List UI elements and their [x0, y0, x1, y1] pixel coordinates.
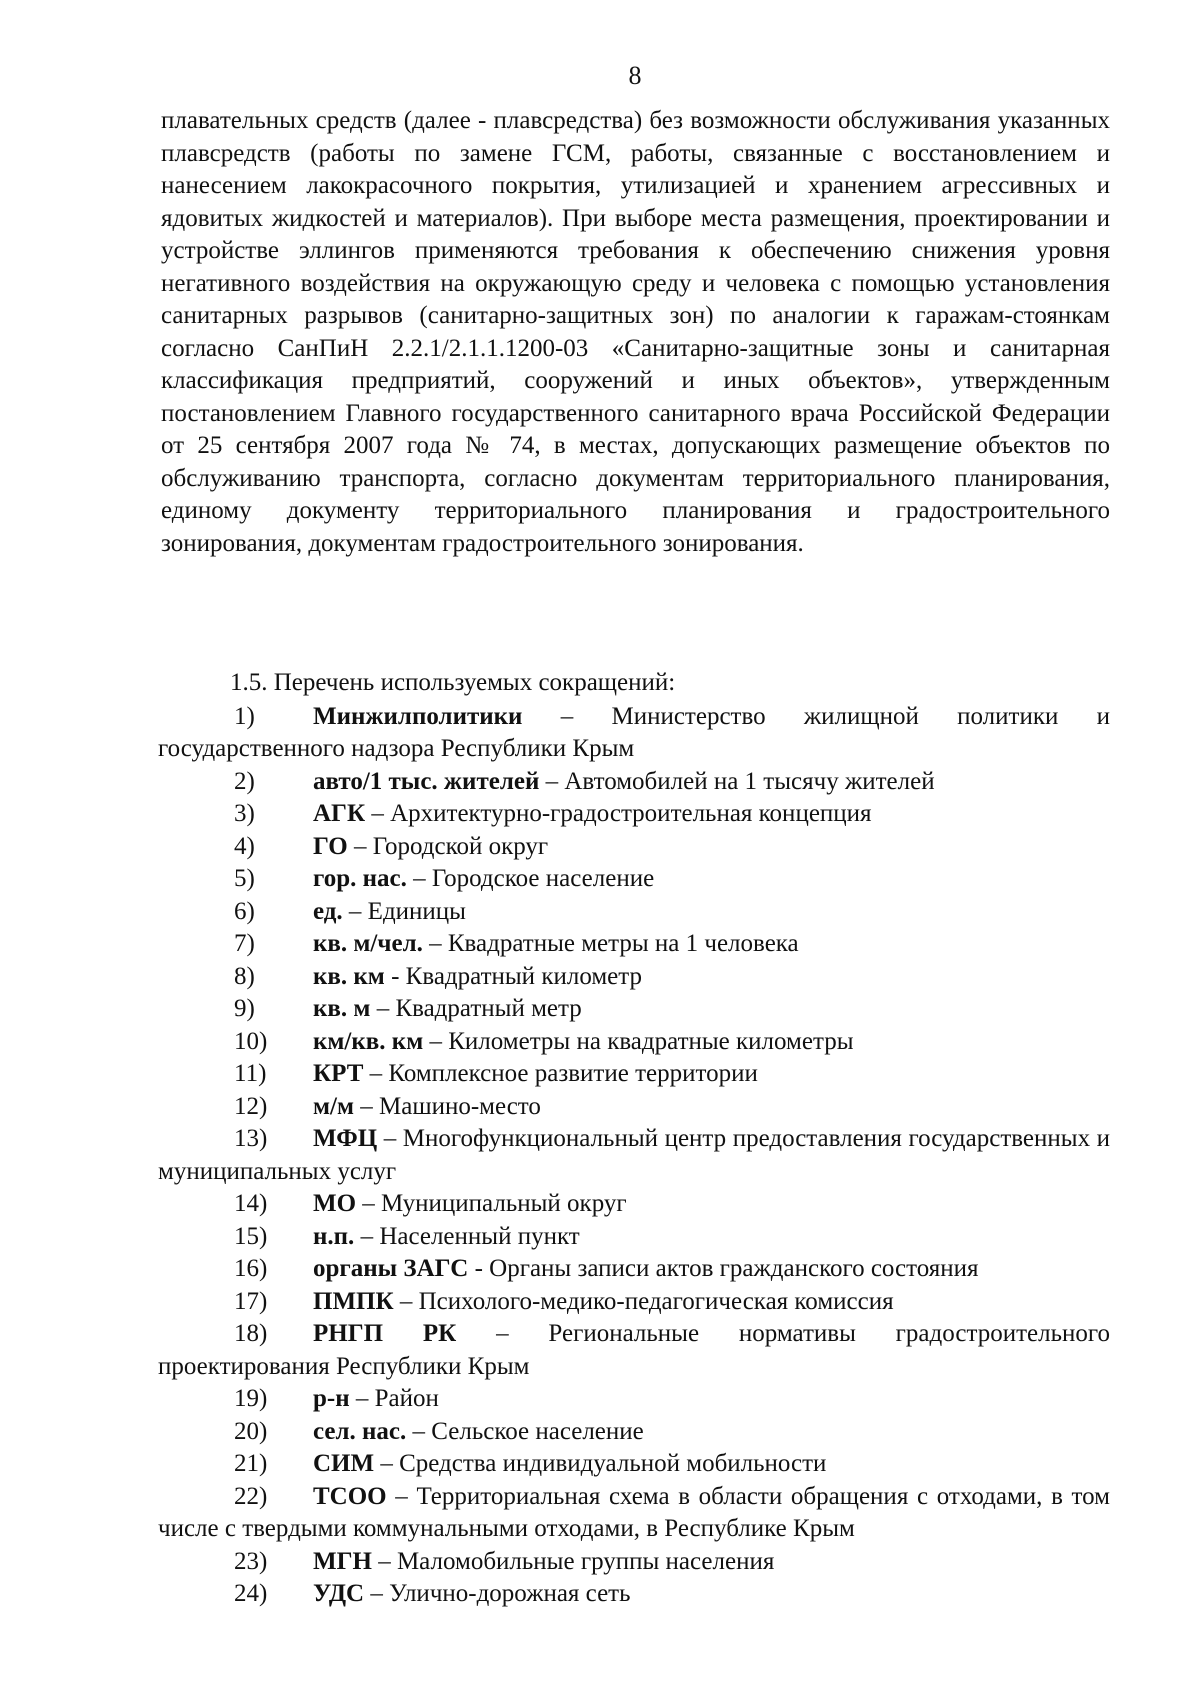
abbreviation-term: ед.: [313, 897, 343, 925]
item-number: 7): [234, 930, 255, 957]
abbreviation-definition: - Органы записи актов гражданского состояния: [468, 1255, 979, 1282]
abbreviation-item: [158, 1383, 1110, 1416]
abbreviation-definition: – Региональные нормативы градостроительного проектирования Республики Крым: [158, 1320, 1110, 1380]
item-number: 24): [234, 1580, 268, 1607]
abbreviation-term: ТСОО: [313, 1482, 387, 1510]
abbreviation-item: [158, 1448, 1110, 1481]
abbreviation-definition: – Единицы: [342, 897, 466, 925]
abbreviation-term: СИМ: [313, 1450, 375, 1477]
abbreviation-item: [158, 993, 1110, 1026]
abbreviation-term: МО: [313, 1190, 357, 1217]
abbreviation-term: органы ЗАГС: [313, 1255, 469, 1282]
abbreviation-term: км/кв. км: [313, 1027, 424, 1055]
abbreviation-item: [158, 896, 1110, 929]
abbreviation-definition: – Городской округ: [347, 832, 549, 860]
abbreviation-term: ГО: [313, 832, 348, 860]
abbreviation-term: Минжилполитики: [313, 702, 523, 730]
abbreviation-term: кв. км: [313, 962, 385, 990]
abbreviation-item: [158, 1221, 1110, 1254]
item-number: 17): [234, 1287, 268, 1315]
item-number: 6): [234, 897, 255, 925]
item-number: 23): [234, 1547, 268, 1575]
abbreviation-definition: – Многофункциональный центр предоставления государственных и муниципальных услуг: [158, 1125, 1110, 1185]
abbreviation-definition: – Квадратные метры на 1 человека: [422, 930, 799, 957]
abbreviation-term: сел. нас.: [313, 1417, 407, 1445]
abbreviation-definition: – Комплексное развитие территории: [363, 1060, 758, 1087]
abbreviation-term: КРТ: [313, 1060, 364, 1087]
abbreviation-definition: – Квадратный метр: [370, 995, 582, 1022]
abbreviation-list: [158, 667, 1110, 1611]
abbreviation-item: [158, 1091, 1110, 1124]
abbreviation-item: [158, 798, 1110, 831]
item-number: 22): [234, 1482, 268, 1510]
abbreviation-definition: – Район: [349, 1385, 439, 1412]
abbreviation-term: АГК: [313, 800, 366, 827]
abbreviation-term: УДС: [313, 1580, 365, 1607]
abbreviation-term: кв. м/чел.: [313, 930, 423, 957]
abbreviation-definition: – Муниципальный округ: [356, 1190, 627, 1217]
abbreviation-definition: – Улично-дорожная сеть: [364, 1580, 631, 1607]
abbreviation-definition: – Психолого-медико-педагогическая комиссия: [393, 1287, 894, 1315]
item-number: 4): [234, 832, 255, 860]
abbreviation-term: р-н: [313, 1385, 350, 1412]
item-number: 8): [234, 962, 255, 990]
item-number: 14): [234, 1190, 268, 1217]
abbreviation-definition: – Машино-место: [354, 1092, 541, 1120]
abbreviation-term: н.п.: [313, 1222, 355, 1250]
abbreviation-item: [158, 701, 1110, 766]
abbreviation-item: [158, 1188, 1110, 1221]
abbreviation-definition: – Населенный пункт: [354, 1222, 580, 1250]
abbreviation-item: [158, 1546, 1110, 1579]
abbreviation-item: [158, 1416, 1110, 1449]
abbreviation-item: [158, 1026, 1110, 1059]
abbreviation-definition: - Квадратный километр: [384, 962, 642, 990]
abbreviation-items: [158, 701, 1110, 1611]
abbreviation-definition: – Километры на квадратные километры: [423, 1027, 854, 1055]
item-number: 11): [234, 1060, 267, 1087]
abbreviation-item: [158, 766, 1110, 799]
item-number: 2): [234, 767, 255, 795]
abbreviation-term: РНГП РК: [313, 1320, 457, 1347]
item-number: 15): [234, 1222, 268, 1250]
abbreviation-item: [158, 863, 1110, 896]
abbreviation-term: МГН: [313, 1547, 372, 1575]
abbreviation-definition: – Городское население: [406, 865, 655, 892]
item-number: 20): [234, 1417, 268, 1445]
abbreviation-item: [158, 1123, 1110, 1188]
abbreviation-term: МФЦ: [313, 1125, 378, 1152]
abbreviation-definition: – Территориальная схема в области обращения с отходами, в том числе с твердыми коммунальными отходами, в Республике Крым: [158, 1482, 1110, 1542]
item-number: 10): [234, 1027, 268, 1055]
item-number: 3): [234, 800, 255, 827]
abbreviation-item: [158, 831, 1110, 864]
item-number: 12): [234, 1092, 268, 1120]
section-heading: 1.5. Перечень используемых сокращений:: [230, 669, 676, 696]
item-number: 16): [234, 1255, 268, 1282]
item-number: 19): [234, 1385, 268, 1412]
abbreviation-item: [158, 1286, 1110, 1319]
abbreviation-item: [158, 1578, 1110, 1611]
abbreviation-item: [158, 928, 1110, 961]
abbreviation-term: м/м: [313, 1092, 355, 1120]
item-number: 21): [234, 1450, 268, 1477]
abbreviation-item: [158, 1253, 1110, 1286]
abbreviation-definition: – Министерство жилищной политики и государственного надзора Республики Крым: [158, 702, 1110, 762]
abbreviation-definition: – Архитектурно-градостроительная концепция: [365, 800, 872, 827]
abbreviation-item: [158, 961, 1110, 994]
abbreviation-term: авто/1 тыс. жителей: [313, 767, 540, 795]
abbreviation-definition: – Средства индивидуальной мобильности: [374, 1450, 827, 1477]
abbreviation-definition: – Сельское население: [406, 1417, 644, 1445]
abbreviation-term: кв. м: [313, 995, 371, 1022]
abbreviation-item: [158, 1481, 1110, 1546]
item-number: 13): [234, 1125, 268, 1152]
abbreviation-term: гор. нас.: [313, 865, 407, 892]
abbreviation-definition: – Маломобильные группы населения: [371, 1547, 775, 1575]
page-number: 8: [628, 61, 642, 90]
item-number: 18): [234, 1320, 268, 1347]
item-number: 9): [234, 995, 255, 1022]
abbreviation-term: ПМПК: [313, 1287, 394, 1315]
abbreviation-definition: – Автомобилей на 1 тысячу жителей: [539, 767, 935, 795]
item-number: 5): [234, 865, 255, 892]
abbreviation-item: [158, 1318, 1110, 1383]
item-number: 1): [234, 702, 255, 730]
body-paragraph: плавательных средств (далее - плавсредства) без возможности обслуживания указанных плавсредств (работы по замене ГСМ, работы, связанные с восстановлением и нанесением лакокрасочного покрытия, утилизацией и хранением агрессивных и ядовитых жидкостей и материалов). При выборе места размещения, проектировании и устройстве эллингов применяются требования к обеспечению снижения уровня негативного воздействия на окружающую среду и человека с помощью установления санитарных разрывов (санитарно-защитных зон) по аналогии к гаражам-стоянкам согласно СанПиН 2.2.1/2.1.1.1200-03 «Санитарно-защитные зоны и санитарная классификация предприятий, сооружений и иных объектов», утвержденным постановлением Главного государственного санитарного врача Российской Федерации от 25 сентября 2007 года № 74, в местах, допускающих размещение объектов по обслуживанию транспорта, согласно документам территориального планирования, единому документу территориального планирования и градостроительного зонирования, документам градостроительного зонирования.: [161, 107, 1110, 557]
abbreviation-item: [158, 1058, 1110, 1091]
